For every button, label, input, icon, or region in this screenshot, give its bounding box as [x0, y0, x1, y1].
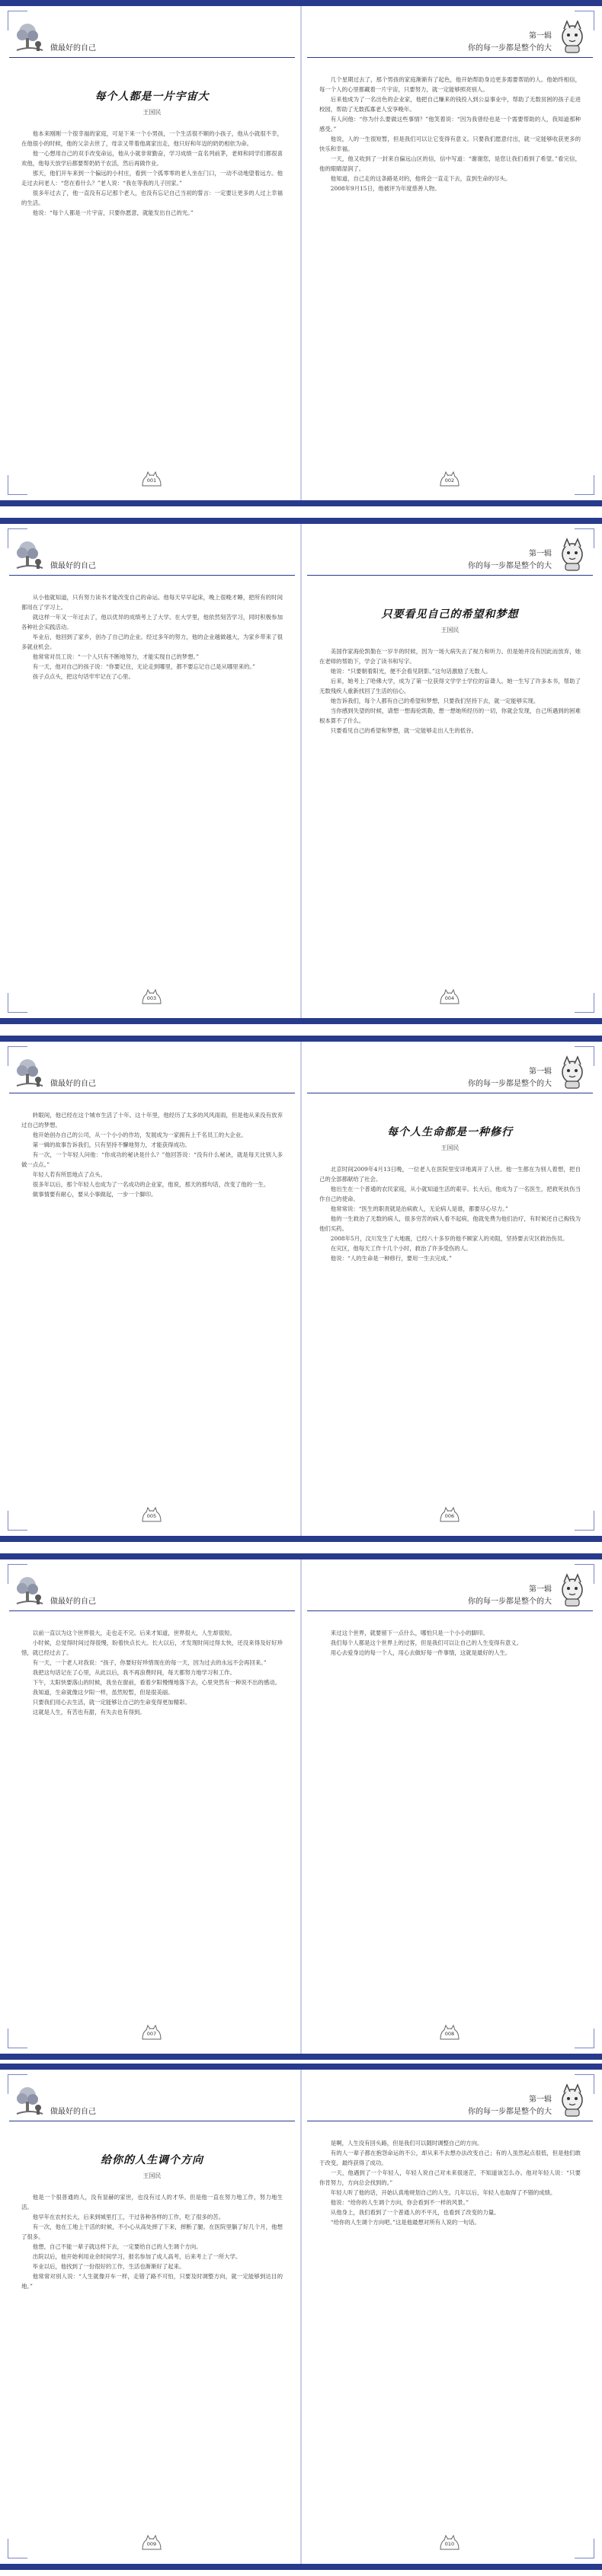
paragraph: 他常常对员工说：“一个人只有不断地努力，才能实现自己的梦想。” [32, 653, 199, 660]
part-subtitle: 你的每一步都是整个的大 [468, 44, 552, 53]
paragraph: 年轻人若有所思地点了点头。 [32, 1171, 106, 1178]
paragraph: 他常常对别人说：“人生就像开车一样，走错了路不可怕，只要及时调整方向，就一定能够到达目的地。” [21, 2273, 283, 2290]
paragraph: 出院以后，他开始利用业余时间学习，报名参加了成人高考，后来考上了一所大学。 [32, 2253, 242, 2260]
paragraph: 他知道，自己走的这条路是对的，他将会一直走下去，直到生命的尽头。 [330, 175, 511, 182]
spread-1 [0, 0, 602, 506]
paragraph: 我把这句话记在了心里，从此以后，我不再浪费时间，每天都努力地学习和工作。 [32, 1669, 235, 1676]
running-header [9, 2077, 295, 2121]
running-header [9, 1049, 295, 1093]
page-left [9, 1567, 295, 2047]
paragraph: 后来，她考上了哈佛大学，成为了第一位获得文学学士学位的盲聋人。她一生写了许多本书，帮助了无数残疾人重新找回了生活的信心。 [319, 678, 581, 694]
paragraph: “给你的人生调个方向吧。”这是他最想对所有人说的一句话。 [330, 2219, 480, 2226]
book-title: 做最好的自己 [50, 1598, 96, 1606]
paragraph: 他说：“人的生命是一种修行，要用一生去完成。” [330, 1255, 452, 1262]
page-number: 004 [438, 988, 461, 1005]
tree-logo-icon [12, 1055, 47, 1090]
paragraph: 他本来刚刚一个很幸福的家庭，可是下来一个小男孩，一个生活很不顺的小孩子，他从小就很不幸，在他很小的时候，他的父亲去世了，母亲又带着他离家出走，他只好和年迈的奶奶相依为命。 [21, 130, 283, 147]
part-subtitle: 你的每一步都是整个的大 [468, 562, 552, 570]
paragraph: 2008年5月，汶川发生了大地震，已经八十多岁的他不顾家人的劝阻，坚持要去灾区救治伤员。 [330, 1235, 568, 1242]
paragraph: 她说：“只要朝着阳光，便不会看见阴影。”这句话激励了无数人。 [330, 668, 492, 675]
page-number: 006 [438, 1506, 461, 1523]
page-left [9, 2077, 295, 2557]
frame-top-bar [0, 2064, 602, 2070]
tree-logo-icon [12, 2083, 47, 2118]
paragraph: 他一心想用自己的双手改变命运，他从小就非常勤奋，学习成绩一直名列前茅，老师和同学们都很喜欢他，他每天放学后都要帮奶奶干农活，然后再做作业。 [21, 150, 283, 167]
paragraph: 他开始创办自己的公司，从一个小小的作坊，发展成为一家拥有上千名员工的大企业。 [32, 1132, 247, 1138]
book-title: 做最好的自己 [50, 44, 96, 53]
paragraph: 一天，他遇到了一个年轻人，年轻人说自己对未来很迷茫，不知道该怎么办。他对年轻人说：“只要你肯努力，方向总会找到的。” [319, 2169, 581, 2186]
paragraph: 我知道，生命就像这夕阳一样，虽然短暂，但是很美丽。 [32, 1689, 174, 1696]
mascot-logo-icon [555, 1055, 590, 1090]
book-title: 做最好的自己 [50, 562, 96, 570]
book-gutter [300, 1042, 302, 1536]
spread-3 [0, 1036, 602, 1542]
paragraph: 来过这个世界，就要留下一点什么，哪怕只是一个小小的脚印。 [330, 1630, 488, 1636]
spread-2 [0, 518, 602, 1024]
book-gutter [300, 2070, 302, 2564]
part-subtitle: 你的每一步都是整个的大 [468, 1080, 552, 1088]
frame-top-bar [0, 1553, 602, 1559]
frame-top-bar [0, 518, 602, 524]
page-number: 002 [438, 471, 461, 487]
paragraph: 孩子点点头，把这句话牢牢记在了心里。 [32, 673, 134, 680]
paragraph: 很多年以后，那个年轻人也成为了一名成功的企业家，他说，那天的那句话，改变了他的一生。 [32, 1181, 270, 1188]
page-number: 008 [438, 2024, 461, 2041]
page-right [307, 14, 593, 493]
paragraph: 做事情要有耐心，要从小事做起，一步一个脚印。 [32, 1191, 157, 1198]
page-number: 007 [140, 2024, 163, 2041]
page-number: 009 [140, 2534, 163, 2551]
frame-top-bar [0, 0, 602, 6]
frame-bottom-bar [0, 1018, 602, 1024]
frame-bottom-bar [0, 2054, 602, 2060]
page-right [307, 1049, 593, 1529]
mascot-logo-icon [555, 20, 590, 55]
page-left [9, 1049, 295, 1529]
paragraph: 有人问他：“你为什么要做这些事情？”他笑着说：“因为我曾经也是一个需要帮助的人，我知道那种感受。” [319, 116, 581, 132]
book-gutter [300, 6, 302, 500]
part-label: 第一辑 [529, 32, 552, 40]
page-left [9, 14, 295, 493]
tree-logo-icon [12, 20, 47, 55]
paragraph: 有一次，一个年轻人问他：“你成功的秘诀是什么？”他回答说：“没有什么秘诀，就是每天比别人多做一点点。” [21, 1151, 283, 1168]
page-right [307, 2077, 593, 2557]
running-header [9, 14, 295, 58]
paragraph: 是啊，人生没有回头路，但是我们可以随时调整自己的方向。 [330, 2140, 483, 2147]
paragraph: 我们每个人都是这个世界上的过客，但是我们可以让自己的人生变得有意义。 [330, 1639, 523, 1646]
mascot-logo-icon [555, 2083, 590, 2118]
page-number: 010 [438, 2534, 461, 2551]
running-header [307, 1049, 593, 1093]
paragraph: 以前一直以为这个世界很大，走也走不完。后来才知道，世界很大，人生却很短。 [32, 1630, 235, 1636]
paragraph: 从小他就知道，只有努力读书才能改变自己的命运。他每天早早起床，晚上很晚才睡，把所有的时间都用在了学习上。 [21, 594, 283, 611]
paragraph: 只要看见自己的希望和梦想，就一定能够走出人生的低谷。 [330, 727, 477, 734]
paragraph: 他说：“每个人都是一片宇宙，只要你愿意，就能发出自己的光。” [32, 209, 194, 216]
part-label: 第一辑 [529, 550, 552, 558]
part-subtitle: 你的每一步都是整个的大 [468, 2108, 552, 2116]
chapter-title: 只要看见自己的希望和梦想 [381, 608, 519, 621]
paragraph: 他说，人的一生很短暂，但是我们可以让它变得有意义。只要我们愿意付出，就一定能够收获更多的快乐和幸福。 [319, 136, 581, 152]
paragraph: 他出生在一个普通的农民家庭，从小就知道生活的艰辛。长大后，他成为了一名医生，把救死扶伤当作自己的使命。 [319, 1186, 581, 1202]
part-label: 第一辑 [529, 1585, 552, 1594]
book-title: 做最好的自己 [50, 1080, 96, 1088]
frame-bottom-bar [0, 1536, 602, 1542]
spread-4 [0, 1553, 602, 2060]
paragraph: 下午，太阳快要落山的时候，我坐在窗前，看着夕阳慢慢地落下去，心里突然有一种说不出的感动。 [32, 1679, 280, 1686]
paragraph: 年轻人听了他的话，开始认真地规划自己的人生。几年以后，年轻人也取得了不错的成绩。 [330, 2189, 556, 2196]
page-number: 001 [140, 471, 163, 487]
part-label: 第一辑 [529, 1068, 552, 1076]
paragraph: 只要我们用心去生活，就一定能够让自己的生命变得更加精彩。 [32, 1699, 191, 1706]
paragraph: 就这样一年又一年过去了，他以优异的成绩考上了大学。在大学里，他依然刻苦学习，同时积极参加各种社会实践活动。 [21, 614, 283, 630]
paragraph: 从他身上，我们看到了一个普通人的不平凡，也看到了改变的力量。 [330, 2209, 500, 2216]
chapter-author: 王国民 [440, 1144, 460, 1151]
running-header [9, 531, 295, 576]
paragraph: 第一辑的故事告诉我们，只有坚持不懈地努力，才能获得成功。 [32, 1141, 191, 1148]
running-header [307, 14, 593, 58]
paragraph: 他是一个很普通的人，没有显赫的家世，也没有过人的才华。但是他一直在努力地工作，努力地生活。 [21, 2194, 283, 2211]
frame-top-bar [0, 1036, 602, 1042]
running-header [307, 531, 593, 576]
book-title: 做最好的自己 [50, 2108, 96, 2116]
paragraph: 有一天，一个老人对我说：“孩子，你要好好珍惜现在的每一天，因为过去的永远不会再回来。” [32, 1659, 267, 1666]
spread-5 [0, 2064, 602, 2570]
paragraph: 当你感到失望的时候，请想一想海伦凯勒，想一想她所经历的一切，你就会发现，自己所遇到的困难根本算不了什么。 [319, 707, 581, 724]
paragraph: 他想，自己不能一辈子就这样下去，一定要给自己的人生调个方向。 [32, 2243, 202, 2250]
paragraph: 北京时间2009年4月13日晚，一位老人在医院里安详地离开了人世。他一生都在为别人着想，把自己的全部都献给了社会。 [319, 1166, 581, 1183]
page-right [307, 1567, 593, 2047]
paragraph: 有一次，他在工地上干活的时候，不小心从高处摔了下来，摔断了腿。在医院里躺了好几个月，他想了很多。 [21, 2223, 283, 2240]
chapter-author: 王国民 [142, 109, 162, 116]
paragraph: 他的一生救治了无数的病人，很多穷苦的病人看不起病，他就免费为他们治疗，有时候还自己掏钱为他们买药。 [319, 1215, 581, 1232]
paragraph: 后来他成为了一名出色的企业家，他把自己赚来的钱投入到公益事业中，帮助了无数贫困的孩子走进校园，帮助了无数孤寡老人安享晚年。 [319, 96, 581, 113]
mascot-logo-icon [555, 538, 590, 573]
paragraph: 她告诉我们，每个人都有自己的希望和梦想，只要我们坚持下去，就一定能够实现。 [330, 697, 540, 704]
paragraph: 一天，他又收到了一封来自偏远山区的信，信中写道：“谢谢您，是您让我们看到了希望。”看完信，他的眼睛湿润了。 [319, 155, 581, 172]
page-left [9, 531, 295, 1011]
paragraph: 他早年在农村长大，后来到城里打工，干过各种各样的工作，吃了很多的苦。 [32, 2214, 225, 2220]
running-header [307, 1567, 593, 1611]
paragraph: 几个星期过去了，那个男孩的家庭渐渐有了起色，他开始帮助身边更多需要帮助的人。他始终相信，每一个人的心里都藏着一片宇宙，只要努力，就一定能够照亮别人。 [319, 76, 581, 93]
running-header [9, 1567, 295, 1611]
chapter-title: 每个人都是一片宇宙大 [94, 91, 210, 103]
paragraph: 有的人一辈子都在抱怨命运的不公，却从来不去想办法改变自己；有的人虽然起点很低，但是他们敢于改变，最终获得了成功。 [319, 2150, 581, 2166]
tree-logo-icon [12, 1573, 47, 1608]
paragraph: 毕业以后，他找到了一份很好的工作，生活也渐渐好了起来。 [32, 2263, 185, 2270]
paragraph: 他说：“给你的人生调个方向，你会看到不一样的风景。” [330, 2199, 469, 2206]
chapter-author: 王国民 [142, 2172, 162, 2179]
running-header [307, 2077, 593, 2121]
book-gutter [300, 1559, 302, 2054]
chapter-title: 给你的人生调个方向 [101, 2154, 203, 2166]
paragraph: 有一天，他对自己的孩子说：“你要记住，无论走到哪里，都不要忘记自己是从哪里来的。” [32, 663, 255, 670]
paragraph: 2008年9月15日，他被评为年度慈善人物。 [330, 185, 440, 192]
frame-bottom-bar [0, 2564, 602, 2570]
part-subtitle: 你的每一步都是整个的大 [468, 1598, 552, 1606]
tree-logo-icon [12, 538, 47, 573]
page-number: 003 [140, 988, 163, 1005]
paragraph: 很多年过去了，他一直没有忘记那个老人，也没有忘记自己当初的誓言：一定要让更多的人过上幸福的生活。 [21, 190, 283, 206]
paragraph: 美国作家海伦凯勒在一岁半的时候，因为一场大病失去了视力和听力。但是她并没有因此而放弃，她在老师的帮助下，学会了读书和写字。 [319, 648, 581, 665]
paragraph: 这就是人生，有苦也有甜，有失去也有得到。 [32, 1709, 146, 1716]
paragraph: 那天，他们开车来到一个偏远的小村庄，看到一个孤零零的老人坐在门口，一动不动地望着远方。他走过去问老人：“您在看什么？”老人说：“我在等我的儿子回家。” [21, 170, 283, 187]
paragraph: 他常常说：“医生的职责就是治病救人，无论病人是谁，都要尽心尽力。” [330, 1205, 508, 1212]
paragraph: 转眼间，他已经在这个城市生活了十年。这十年里，他经历了太多的风风雨雨，但是他从来没有放弃过自己的梦想。 [21, 1112, 283, 1128]
paragraph: 小时候，总觉得时间过得很慢，盼着快点长大。长大以后，才发现时间过得太快，还没来得及好好珍惜，就已经过去了。 [21, 1639, 283, 1656]
chapter-title: 每个人生命都是一种修行 [387, 1126, 513, 1138]
part-label: 第一辑 [529, 2096, 552, 2104]
mascot-logo-icon [555, 1573, 590, 1608]
paragraph: 毕业后，他回到了家乡，创办了自己的企业。经过多年的努力，他的企业越做越大，为家乡带来了很多就业机会。 [21, 634, 283, 650]
frame-bottom-bar [0, 500, 602, 506]
paragraph: 用心去爱身边的每一个人，用心去做好每一件事情，这就是最好的人生。 [330, 1649, 511, 1656]
chapter-author: 王国民 [440, 627, 460, 634]
book-gutter [300, 524, 302, 1018]
page-right [307, 531, 593, 1011]
page-number: 005 [140, 1506, 163, 1523]
paragraph: 在灾区，他每天工作十几个小时，救治了许多受伤的人。 [330, 1245, 472, 1252]
